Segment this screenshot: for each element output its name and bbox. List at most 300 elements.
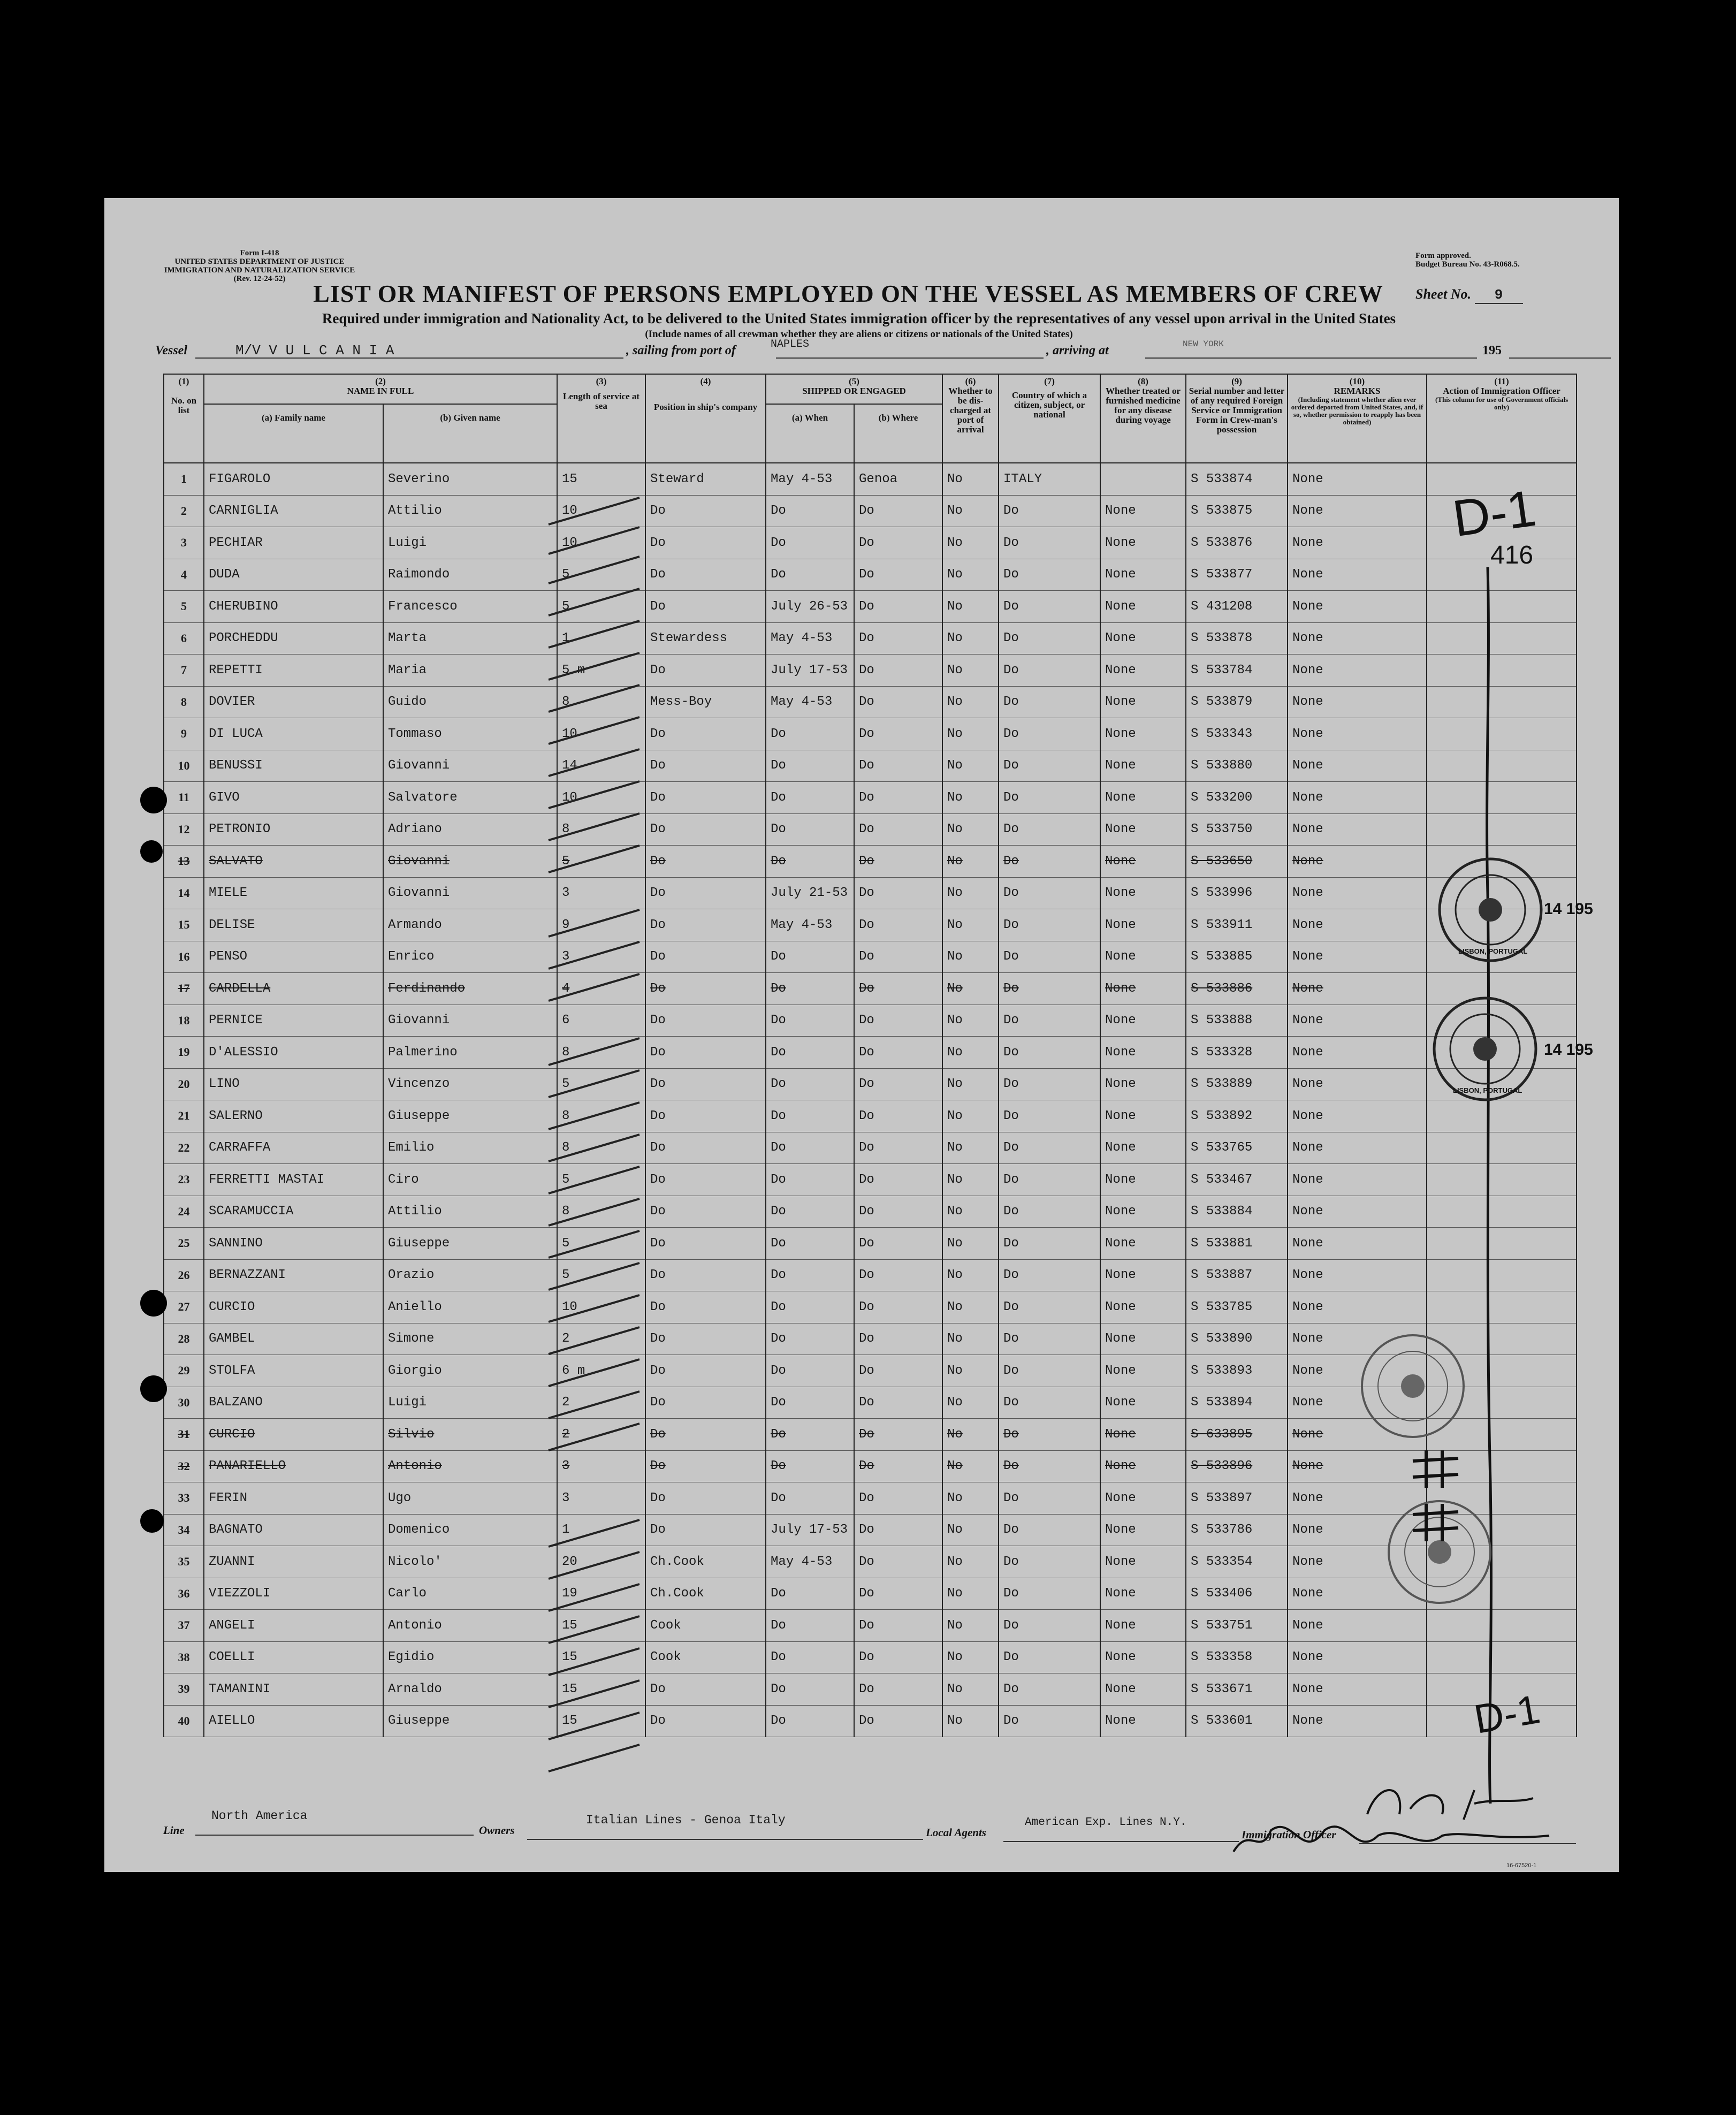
length-of-service: 8	[557, 1037, 645, 1069]
shipped-when: Do	[766, 1323, 854, 1355]
print-code: 16-67520-1	[1506, 1862, 1537, 1869]
length-of-service: 5	[557, 1164, 645, 1196]
shipped-when: Do	[766, 1387, 854, 1419]
shipped-when: July 17-53	[766, 655, 854, 687]
given-name: Giovanni	[383, 877, 557, 909]
length-of-service: 5	[557, 559, 645, 591]
col-name-header: (2) NAME IN FULL	[204, 374, 557, 404]
position: Do	[645, 877, 766, 909]
shipped-when: July 17-53	[766, 1514, 854, 1546]
shipped-when: May 4-53	[766, 463, 854, 495]
stamp-2	[1434, 998, 1536, 1100]
length-of-service: 2	[557, 1387, 645, 1419]
row-number: 40	[164, 1705, 204, 1737]
row-number: 21	[164, 1100, 204, 1132]
remarks: None	[1288, 1387, 1427, 1419]
shipped-where: Do	[854, 750, 942, 782]
officer-label: Immigration Officer	[1242, 1828, 1336, 1841]
sailing-from-port: NAPLES	[771, 338, 810, 351]
shipped-where: Do	[854, 973, 942, 1005]
row-number: 1	[164, 463, 204, 495]
discharged: No	[942, 750, 999, 782]
length-of-service: 20	[557, 1546, 645, 1578]
serial-number: S 533880	[1186, 750, 1288, 782]
length-of-service: 10	[557, 718, 645, 750]
serial-number: S 533876	[1186, 527, 1288, 559]
remarks: None	[1288, 782, 1427, 814]
stamp-1-text: LISBON, PORTUGAL	[1458, 947, 1528, 955]
row-number: 22	[164, 1132, 204, 1164]
shipped-when: Do	[766, 1259, 854, 1291]
length-of-service: 8	[557, 1196, 645, 1228]
given-name: Emilio	[383, 1132, 557, 1164]
position: Do	[645, 1100, 766, 1132]
position: Do	[645, 909, 766, 941]
remarks: None	[1288, 877, 1427, 909]
shipped-where: Do	[854, 1291, 942, 1323]
medicine: None	[1100, 1291, 1186, 1323]
shipped-where: Do	[854, 782, 942, 814]
remarks: None	[1288, 591, 1427, 623]
family-name: REPETTI	[204, 655, 383, 687]
shipped-when: May 4-53	[766, 622, 854, 655]
position: Do	[645, 1482, 766, 1515]
shipped-where: Do	[854, 1610, 942, 1642]
discharged: No	[942, 1228, 999, 1260]
service: IMMIGRATION AND NATURALIZATION SERVICE	[164, 266, 355, 275]
col-given-header: (b) Given name	[383, 404, 557, 463]
shipped-where: Do	[854, 655, 942, 687]
line-value: North America	[211, 1809, 308, 1823]
shipped-when: Do	[766, 846, 854, 878]
row-number: 2	[164, 495, 204, 527]
serial-number: S 533671	[1186, 1673, 1288, 1706]
length-of-service: 15	[557, 463, 645, 495]
col-where-header: (b) Where	[854, 404, 942, 463]
given-name: Silvio	[383, 1419, 557, 1451]
row-number: 9	[164, 718, 204, 750]
vessel-name: M/V V U L C A N I A	[235, 343, 394, 359]
discharged: No	[942, 1514, 999, 1546]
family-name: PENSO	[204, 941, 383, 973]
medicine: None	[1100, 1228, 1186, 1260]
family-name: MIELE	[204, 877, 383, 909]
shipped-when: Do	[766, 559, 854, 591]
country: Do	[999, 909, 1100, 941]
medicine: None	[1100, 1705, 1186, 1737]
length-of-service: 10	[557, 782, 645, 814]
country: Do	[999, 1673, 1100, 1706]
serial-number: S 431208	[1186, 591, 1288, 623]
discharged: No	[942, 1482, 999, 1515]
length-of-service: 4	[557, 973, 645, 1005]
shipped-where: Do	[854, 1482, 942, 1515]
owners-label: Owners	[479, 1824, 515, 1837]
length-of-service: 10	[557, 1291, 645, 1323]
family-name: BENUSSI	[204, 750, 383, 782]
serial-number: S 533343	[1186, 718, 1288, 750]
discharged: No	[942, 1610, 999, 1642]
shipped-where: Do	[854, 941, 942, 973]
row-number: 35	[164, 1546, 204, 1578]
serial-number: S 533358	[1186, 1641, 1288, 1673]
position: Mess-Boy	[645, 686, 766, 718]
shipped-where: Do	[854, 813, 942, 846]
discharged: No	[942, 1100, 999, 1132]
discharged: No	[942, 686, 999, 718]
form-number: Form I-418	[240, 249, 279, 257]
row-number: 29	[164, 1355, 204, 1387]
remarks: None	[1288, 559, 1427, 591]
subtitle-note: (Include names of all crewman whether they are aliens or citizens or nationals of the United States)	[645, 329, 1073, 340]
remarks: None	[1288, 1673, 1427, 1706]
country: Do	[999, 877, 1100, 909]
length-of-service: 2	[557, 1419, 645, 1451]
discharged: No	[942, 1641, 999, 1673]
family-name: PANARIELLO	[204, 1450, 383, 1482]
stamp-date-1: 14 195	[1544, 900, 1593, 918]
serial-number: S 533911	[1186, 909, 1288, 941]
country: Do	[999, 941, 1100, 973]
row-number: 31	[164, 1419, 204, 1451]
shipped-where: Do	[854, 1546, 942, 1578]
given-name: Armando	[383, 909, 557, 941]
row-number: 38	[164, 1641, 204, 1673]
given-name: Luigi	[383, 527, 557, 559]
department: UNITED STATES DEPARTMENT OF JUSTICE	[174, 257, 345, 266]
family-name: SALVATO	[204, 846, 383, 878]
length-of-service: 10	[557, 527, 645, 559]
row-number: 20	[164, 1068, 204, 1100]
owners-value: Italian Lines - Genoa Italy	[586, 1813, 786, 1827]
family-name: GIVO	[204, 782, 383, 814]
remarks: None	[1288, 1068, 1427, 1100]
punch-hole	[140, 840, 163, 863]
position: Do	[645, 527, 766, 559]
discharged: No	[942, 463, 999, 495]
given-name: Severino	[383, 463, 557, 495]
sheet-value: 9	[1475, 287, 1523, 304]
col-family-header: (a) Family name	[204, 404, 383, 463]
remarks: None	[1288, 1100, 1427, 1132]
length-of-service: 8	[557, 1132, 645, 1164]
medicine: None	[1100, 1419, 1186, 1451]
row-number: 11	[164, 782, 204, 814]
shipped-when: May 4-53	[766, 686, 854, 718]
position: Do	[645, 1705, 766, 1737]
family-name: CARRAFFA	[204, 1132, 383, 1164]
remarks: None	[1288, 1291, 1427, 1323]
position: Do	[645, 1005, 766, 1037]
serial-number: S 533888	[1186, 1005, 1288, 1037]
remarks: None	[1288, 1419, 1427, 1451]
length-of-service: 3	[557, 941, 645, 973]
discharged: No	[942, 718, 999, 750]
shipped-when: Do	[766, 1705, 854, 1737]
medicine: None	[1100, 1514, 1186, 1546]
subtitle: Required under immigration and Nationality Act, to be delivered to the United States immigration officer by the representatives of any vessel upon arrival in the United States	[322, 310, 1396, 326]
shipped-where: Do	[854, 718, 942, 750]
vessel-label: Vessel	[155, 344, 187, 357]
medicine: None	[1100, 1196, 1186, 1228]
medicine: None	[1100, 622, 1186, 655]
length-of-service: 10	[557, 495, 645, 527]
shipped-when: Do	[766, 973, 854, 1005]
position: Do	[645, 1228, 766, 1260]
shipped-when: Do	[766, 941, 854, 973]
given-name: Ugo	[383, 1482, 557, 1515]
agents-label: Local Agents	[926, 1826, 986, 1839]
family-name: PECHIAR	[204, 527, 383, 559]
country: Do	[999, 1291, 1100, 1323]
given-name: Luigi	[383, 1387, 557, 1419]
given-name: Tommaso	[383, 718, 557, 750]
country: Do	[999, 1546, 1100, 1578]
length-check-marks	[549, 498, 639, 1771]
punch-hole	[140, 1375, 167, 1402]
medicine: None	[1100, 559, 1186, 591]
family-name: PORCHEDDU	[204, 622, 383, 655]
position: Do	[645, 1355, 766, 1387]
given-name: Vincenzo	[383, 1068, 557, 1100]
shipped-when: Do	[766, 1355, 854, 1387]
shipped-where: Genoa	[854, 463, 942, 495]
country: Do	[999, 1068, 1100, 1100]
punch-hole	[140, 1290, 167, 1317]
manifest-sheet	[104, 198, 1619, 1872]
family-name: CURCIO	[204, 1291, 383, 1323]
shipped-when: July 26-53	[766, 591, 854, 623]
serial-number: S 533996	[1186, 877, 1288, 909]
remarks: None	[1288, 1164, 1427, 1196]
length-of-service: 5 m	[557, 655, 645, 687]
shipped-when: Do	[766, 750, 854, 782]
stamp-3	[1362, 1335, 1464, 1437]
medicine: None	[1100, 591, 1186, 623]
remarks: None	[1288, 1259, 1427, 1291]
length-of-service: 3	[557, 1450, 645, 1482]
remarks: None	[1288, 973, 1427, 1005]
family-name: BERNAZZANI	[204, 1259, 383, 1291]
row-number: 13	[164, 846, 204, 878]
shipped-when: Do	[766, 1641, 854, 1673]
shipped-when: Do	[766, 1610, 854, 1642]
position: Do	[645, 655, 766, 687]
discharged: No	[942, 909, 999, 941]
country: Do	[999, 591, 1100, 623]
shipped-where: Do	[854, 559, 942, 591]
discharged: No	[942, 1132, 999, 1164]
length-of-service: 19	[557, 1578, 645, 1610]
position: Do	[645, 973, 766, 1005]
shipped-where: Do	[854, 1578, 942, 1610]
handwritten-d1-bottom: D-1	[1471, 1686, 1543, 1743]
medicine: None	[1100, 655, 1186, 687]
given-name: Salvatore	[383, 782, 557, 814]
row-number: 39	[164, 1673, 204, 1706]
position: Do	[645, 750, 766, 782]
medicine: None	[1100, 1323, 1186, 1355]
annotation-overlay	[104, 198, 1619, 1872]
shipped-when: July 21-53	[766, 877, 854, 909]
shipped-where: Do	[854, 495, 942, 527]
serial-number: S 533893	[1186, 1355, 1288, 1387]
country: Do	[999, 1037, 1100, 1069]
discharged: No	[942, 1164, 999, 1196]
handwritten-416: 416	[1490, 541, 1534, 569]
form-approved: Form approved.	[1415, 252, 1471, 260]
serial-number: S 533328	[1186, 1037, 1288, 1069]
row-number: 28	[164, 1323, 204, 1355]
shipped-when: Do	[766, 1450, 854, 1482]
remarks: None	[1288, 1482, 1427, 1515]
handwritten-hash-marks	[1413, 1450, 1458, 1541]
shipped-where: Do	[854, 909, 942, 941]
family-name: PETRONIO	[204, 813, 383, 846]
shipped-where: Do	[854, 1419, 942, 1451]
position: Do	[645, 718, 766, 750]
length-of-service: 2	[557, 1323, 645, 1355]
shipped-where: Do	[854, 622, 942, 655]
position: Do	[645, 813, 766, 846]
position: Steward	[645, 463, 766, 495]
length-of-service: 9	[557, 909, 645, 941]
shipped-where: Do	[854, 591, 942, 623]
family-name: CARNIGLIA	[204, 495, 383, 527]
remarks: None	[1288, 846, 1427, 878]
row-number: 32	[164, 1450, 204, 1482]
remarks: None	[1288, 1641, 1427, 1673]
remarks: None	[1288, 622, 1427, 655]
family-name: PERNICE	[204, 1005, 383, 1037]
budget-bureau: Budget Bureau No. 43-R068.5.	[1415, 260, 1520, 269]
row-number: 14	[164, 877, 204, 909]
medicine: None	[1100, 1132, 1186, 1164]
position: Do	[645, 1037, 766, 1069]
family-name: ANGELI	[204, 1610, 383, 1642]
discharged: No	[942, 591, 999, 623]
length-of-service: 14	[557, 750, 645, 782]
row-number: 5	[164, 591, 204, 623]
position: Cook	[645, 1641, 766, 1673]
medicine: None	[1100, 1068, 1186, 1100]
country: Do	[999, 495, 1100, 527]
given-name: Giovanni	[383, 1005, 557, 1037]
family-name: FERRETTI MASTAI	[204, 1164, 383, 1196]
shipped-where: Do	[854, 527, 942, 559]
country: Do	[999, 1578, 1100, 1610]
shipped-when: Do	[766, 1291, 854, 1323]
shipped-where: Do	[854, 1514, 942, 1546]
given-name: Carlo	[383, 1578, 557, 1610]
serial-number: S 533601	[1186, 1705, 1288, 1737]
row-number: 18	[164, 1005, 204, 1037]
punch-hole	[140, 1509, 164, 1533]
shipped-where: Do	[854, 1164, 942, 1196]
medicine: None	[1100, 1450, 1186, 1482]
shipped-when: Do	[766, 1037, 854, 1069]
medicine: None	[1100, 813, 1186, 846]
family-name: SANNINO	[204, 1228, 383, 1260]
sailing-from-label: , sailing from port of	[626, 344, 736, 357]
position: Ch.Cook	[645, 1546, 766, 1578]
serial-number: S 533884	[1186, 1196, 1288, 1228]
shipped-where: Do	[854, 1355, 942, 1387]
serial-number: S 533786	[1186, 1514, 1288, 1546]
medicine: None	[1100, 782, 1186, 814]
col-position-header: (4) Position in ship's company	[645, 374, 766, 463]
given-name: Egidio	[383, 1641, 557, 1673]
country: Do	[999, 1259, 1100, 1291]
shipped-when: Do	[766, 1068, 854, 1100]
country: Do	[999, 1005, 1100, 1037]
row-number: 4	[164, 559, 204, 591]
given-name: Antonio	[383, 1450, 557, 1482]
shipped-when: Do	[766, 1164, 854, 1196]
shipped-when: Do	[766, 718, 854, 750]
remarks: None	[1288, 1037, 1427, 1069]
given-name: Adriano	[383, 813, 557, 846]
discharged: No	[942, 559, 999, 591]
position: Cook	[645, 1610, 766, 1642]
medicine: None	[1100, 1164, 1186, 1196]
country: ITALY	[999, 463, 1100, 495]
given-name: Nicolo'	[383, 1546, 557, 1578]
family-name: DELISE	[204, 909, 383, 941]
medicine: None	[1100, 1387, 1186, 1419]
shipped-when: Do	[766, 1673, 854, 1706]
col-when-header: (a) When	[766, 404, 854, 463]
shipped-where: Do	[854, 1323, 942, 1355]
medicine: None	[1100, 495, 1186, 527]
discharged: No	[942, 1705, 999, 1737]
row-number: 33	[164, 1482, 204, 1515]
discharged: No	[942, 1546, 999, 1578]
family-name: COELLI	[204, 1641, 383, 1673]
discharged: No	[942, 813, 999, 846]
medicine: None	[1100, 1100, 1186, 1132]
shipped-where: Do	[854, 1450, 942, 1482]
col-no-header: (1) No. on list	[164, 374, 204, 463]
position: Do	[645, 495, 766, 527]
length-of-service: 15	[557, 1673, 645, 1706]
row-number: 26	[164, 1259, 204, 1291]
discharged: No	[942, 973, 999, 1005]
shipped-where: Do	[854, 1037, 942, 1069]
col-length-header: (3) Length of service at sea	[557, 374, 645, 463]
serial-number: S 533875	[1186, 495, 1288, 527]
length-of-service: 15	[557, 1705, 645, 1737]
family-name: TAMANINI	[204, 1673, 383, 1706]
shipped-where: Do	[854, 1068, 942, 1100]
position: Do	[645, 1673, 766, 1706]
discharged: No	[942, 655, 999, 687]
family-name: CURCIO	[204, 1419, 383, 1451]
row-number: 37	[164, 1610, 204, 1642]
col-shipped-header: (5) SHIPPED OR ENGAGED	[766, 374, 942, 404]
discharged: No	[942, 1068, 999, 1100]
family-name: BAGNATO	[204, 1514, 383, 1546]
family-name: STOLFA	[204, 1355, 383, 1387]
col-medicine-header: (8) Whether treated or furnished medicine for any disease during voyage	[1100, 374, 1186, 463]
given-name: Francesco	[383, 591, 557, 623]
col-discharged-header: (6) Whether to be dis-charged at port of arrival	[942, 374, 999, 463]
given-name: Guido	[383, 686, 557, 718]
medicine: None	[1100, 1578, 1186, 1610]
remarks: None	[1288, 718, 1427, 750]
shipped-where: Do	[854, 1259, 942, 1291]
shipped-when: Do	[766, 1005, 854, 1037]
